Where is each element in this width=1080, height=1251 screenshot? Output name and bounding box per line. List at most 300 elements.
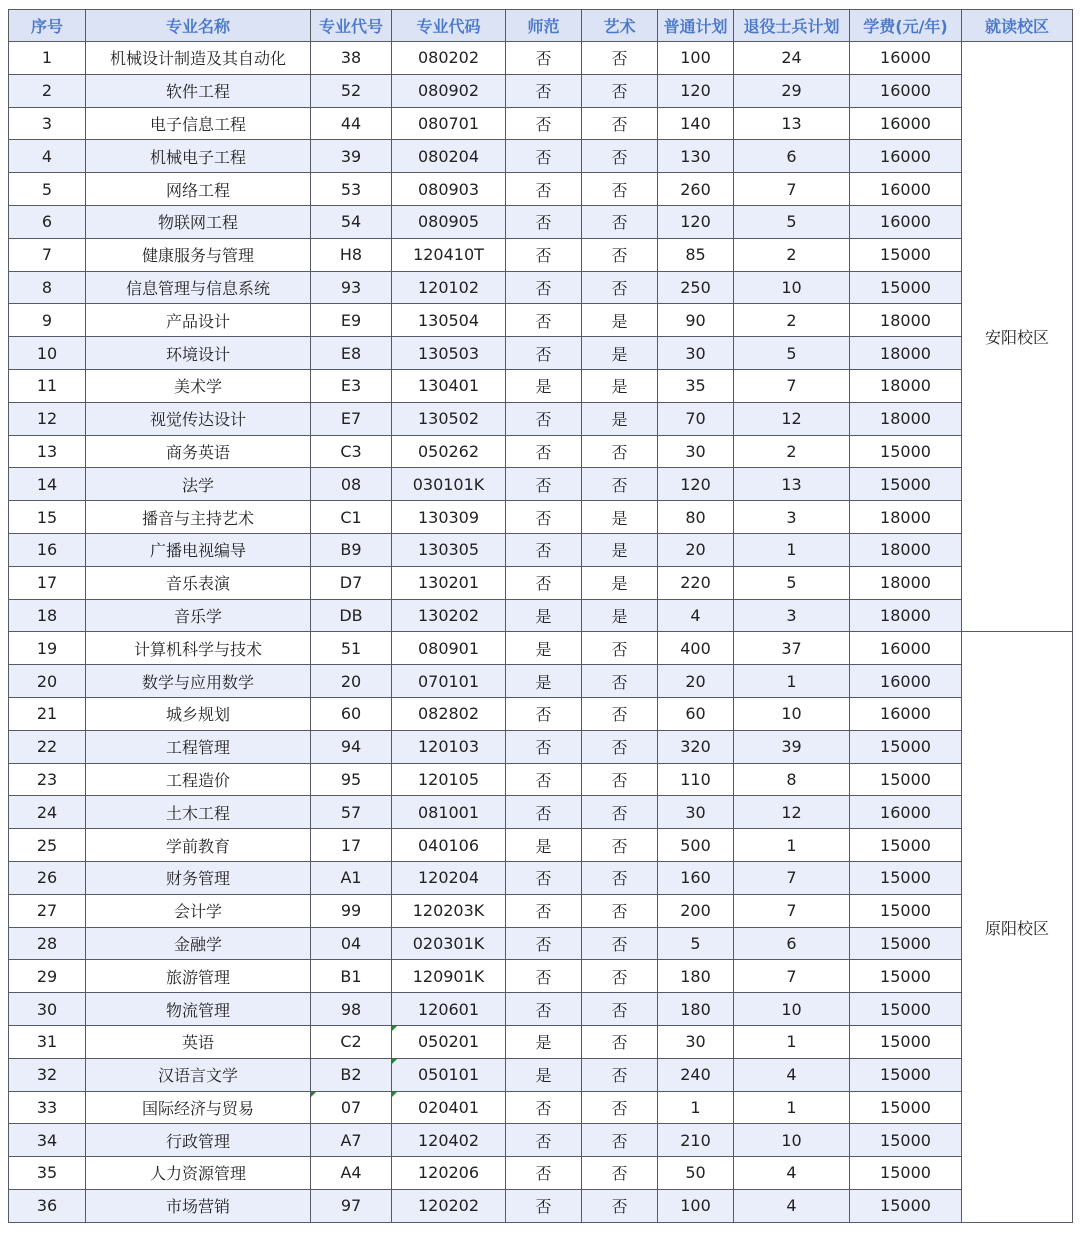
cell-teacher-training: 是 xyxy=(506,665,582,698)
cell-veteran-plan: 1 xyxy=(734,829,850,862)
cell-tuition: 18000 xyxy=(850,304,962,337)
cell-serial-no: 15 xyxy=(9,501,86,534)
cell-major-name: 英语 xyxy=(86,1025,311,1058)
cell-veteran-plan: 2 xyxy=(734,435,850,468)
cell-regular-plan: 180 xyxy=(658,993,734,1026)
table-row xyxy=(9,927,1073,960)
cell-regular-plan: 4 xyxy=(658,599,734,632)
cell-regular-plan: 120 xyxy=(658,468,734,501)
table-row xyxy=(9,468,1073,501)
table-row xyxy=(9,861,1073,894)
cell-major-code: 081001 xyxy=(392,796,506,829)
cell-regular-plan: 250 xyxy=(658,271,734,304)
cell-art: 是 xyxy=(582,501,658,534)
cell-tuition: 16000 xyxy=(850,107,962,140)
cell-teacher-training: 否 xyxy=(506,107,582,140)
cell-art: 否 xyxy=(582,960,658,993)
cell-major-code: 130502 xyxy=(392,402,506,435)
cell-veteran-plan: 24 xyxy=(734,42,850,75)
cell-serial-no: 33 xyxy=(9,1091,86,1124)
cell-art: 否 xyxy=(582,1025,658,1058)
cell-art: 否 xyxy=(582,140,658,173)
cell-teacher-training: 否 xyxy=(506,173,582,206)
cell-serial-no: 23 xyxy=(9,763,86,796)
cell-major-name: 市场营销 xyxy=(86,1189,311,1222)
cell-tuition: 16000 xyxy=(850,697,962,730)
cell-major-code: 120206 xyxy=(392,1157,506,1190)
cell-major-code: 120105 xyxy=(392,763,506,796)
header-teacher-training: 师范 xyxy=(506,10,582,42)
cell-veteran-plan: 3 xyxy=(734,501,850,534)
cell-art: 否 xyxy=(582,205,658,238)
cell-veteran-plan: 8 xyxy=(734,763,850,796)
cell-teacher-training: 否 xyxy=(506,468,582,501)
cell-major-short-code: C1 xyxy=(311,501,392,534)
cell-tuition: 15000 xyxy=(850,993,962,1026)
table-row xyxy=(9,1025,1073,1058)
cell-regular-plan: 140 xyxy=(658,107,734,140)
cell-veteran-plan: 12 xyxy=(734,402,850,435)
cell-veteran-plan: 12 xyxy=(734,796,850,829)
cell-major-name: 视觉传达设计 xyxy=(86,402,311,435)
cell-major-code: 120402 xyxy=(392,1124,506,1157)
table-row xyxy=(9,730,1073,763)
header-serial-no: 序号 xyxy=(9,10,86,42)
cell-major-code: 050262 xyxy=(392,435,506,468)
cell-serial-no: 24 xyxy=(9,796,86,829)
cell-major-name: 软件工程 xyxy=(86,74,311,107)
cell-tuition: 18000 xyxy=(850,599,962,632)
cell-tuition: 15000 xyxy=(850,829,962,862)
cell-veteran-plan: 6 xyxy=(734,140,850,173)
cell-major-code: 130201 xyxy=(392,566,506,599)
cell-regular-plan: 130 xyxy=(658,140,734,173)
cell-major-name: 计算机科学与技术 xyxy=(86,632,311,665)
header-veteran-plan: 退役士兵计划 xyxy=(734,10,850,42)
cell-major-short-code: 17 xyxy=(311,829,392,862)
cell-major-code: 120410T xyxy=(392,238,506,271)
header-regular-plan: 普通计划 xyxy=(658,10,734,42)
cell-serial-no: 17 xyxy=(9,566,86,599)
cell-art: 否 xyxy=(582,1189,658,1222)
cell-tuition: 15000 xyxy=(850,730,962,763)
cell-veteran-plan: 10 xyxy=(734,271,850,304)
cell-major-code: 130309 xyxy=(392,501,506,534)
cell-regular-plan: 35 xyxy=(658,369,734,402)
cell-major-short-code: A1 xyxy=(311,861,392,894)
cell-teacher-training: 否 xyxy=(506,566,582,599)
cell-teacher-training: 否 xyxy=(506,140,582,173)
cell-major-code: 120901K xyxy=(392,960,506,993)
cell-major-short-code: 53 xyxy=(311,173,392,206)
cell-teacher-training: 否 xyxy=(506,238,582,271)
header-row xyxy=(9,10,1073,42)
cell-regular-plan: 260 xyxy=(658,173,734,206)
table-body xyxy=(9,42,1073,1223)
cell-serial-no: 28 xyxy=(9,927,86,960)
cell-veteran-plan: 5 xyxy=(734,566,850,599)
table-row xyxy=(9,271,1073,304)
cell-veteran-plan: 10 xyxy=(734,697,850,730)
cell-major-short-code: 93 xyxy=(311,271,392,304)
cell-veteran-plan: 7 xyxy=(734,894,850,927)
header-major-code: 专业代码 xyxy=(392,10,506,42)
cell-major-short-code: 08 xyxy=(311,468,392,501)
cell-veteran-plan: 1 xyxy=(734,665,850,698)
cell-veteran-plan: 1 xyxy=(734,1025,850,1058)
cell-tuition: 18000 xyxy=(850,533,962,566)
cell-regular-plan: 110 xyxy=(658,763,734,796)
cell-major-short-code: 60 xyxy=(311,697,392,730)
cell-major-short-code: E8 xyxy=(311,337,392,370)
cell-serial-no: 7 xyxy=(9,238,86,271)
cell-major-short-code: 44 xyxy=(311,107,392,140)
cell-major-code: 120202 xyxy=(392,1189,506,1222)
table-row xyxy=(9,697,1073,730)
cell-teacher-training: 否 xyxy=(506,796,582,829)
cell-regular-plan: 120 xyxy=(658,205,734,238)
cell-tuition: 15000 xyxy=(850,238,962,271)
cell-major-short-code: 94 xyxy=(311,730,392,763)
cell-tuition: 15000 xyxy=(850,1058,962,1091)
cell-major-code: 120204 xyxy=(392,861,506,894)
table-row xyxy=(9,533,1073,566)
cell-tuition: 16000 xyxy=(850,74,962,107)
cell-teacher-training: 是 xyxy=(506,599,582,632)
cell-art: 否 xyxy=(582,107,658,140)
cell-serial-no: 20 xyxy=(9,665,86,698)
table-row xyxy=(9,369,1073,402)
cell-serial-no: 25 xyxy=(9,829,86,862)
table-row xyxy=(9,566,1073,599)
table-row xyxy=(9,599,1073,632)
table-row xyxy=(9,501,1073,534)
cell-major-code: 120103 xyxy=(392,730,506,763)
cell-major-name: 物流管理 xyxy=(86,993,311,1026)
cell-major-short-code: B9 xyxy=(311,533,392,566)
cell-tuition: 18000 xyxy=(850,402,962,435)
cell-tuition: 15000 xyxy=(850,1189,962,1222)
cell-serial-no: 30 xyxy=(9,993,86,1026)
cell-major-code: 080903 xyxy=(392,173,506,206)
cell-teacher-training: 否 xyxy=(506,205,582,238)
cell-tuition: 18000 xyxy=(850,566,962,599)
cell-art: 是 xyxy=(582,566,658,599)
cell-regular-plan: 240 xyxy=(658,1058,734,1091)
cell-tuition: 16000 xyxy=(850,205,962,238)
cell-major-name: 广播电视编导 xyxy=(86,533,311,566)
cell-major-short-code: 95 xyxy=(311,763,392,796)
cell-teacher-training: 是 xyxy=(506,1025,582,1058)
cell-major-code: 080204 xyxy=(392,140,506,173)
cell-serial-no: 36 xyxy=(9,1189,86,1222)
cell-regular-plan: 60 xyxy=(658,697,734,730)
cell-tuition: 15000 xyxy=(850,894,962,927)
cell-art: 否 xyxy=(582,861,658,894)
cell-tuition: 15000 xyxy=(850,468,962,501)
cell-major-code: 120102 xyxy=(392,271,506,304)
cell-serial-no: 6 xyxy=(9,205,86,238)
enrollment-table-container xyxy=(8,9,1073,1223)
cell-major-name: 工程造价 xyxy=(86,763,311,796)
cell-art: 否 xyxy=(582,730,658,763)
cell-teacher-training: 否 xyxy=(506,730,582,763)
header-major-short-code: 专业代号 xyxy=(311,10,392,42)
cell-tuition: 15000 xyxy=(850,1025,962,1058)
cell-serial-no: 5 xyxy=(9,173,86,206)
cell-major-code: 082802 xyxy=(392,697,506,730)
cell-major-name: 电子信息工程 xyxy=(86,107,311,140)
cell-art: 否 xyxy=(582,1091,658,1124)
table-row xyxy=(9,140,1073,173)
cell-major-code: 130503 xyxy=(392,337,506,370)
cell-tuition: 18000 xyxy=(850,501,962,534)
cell-major-code: 130504 xyxy=(392,304,506,337)
cell-teacher-training: 否 xyxy=(506,435,582,468)
cell-regular-plan: 70 xyxy=(658,402,734,435)
cell-campus: 原阳校区 xyxy=(962,632,1073,1222)
cell-teacher-training: 否 xyxy=(506,1124,582,1157)
header-campus: 就读校区 xyxy=(962,10,1073,42)
table-row xyxy=(9,205,1073,238)
cell-major-code: 070101 xyxy=(392,665,506,698)
cell-major-code: 040106 xyxy=(392,829,506,862)
cell-serial-no: 16 xyxy=(9,533,86,566)
header-major-name: 专业名称 xyxy=(86,10,311,42)
cell-veteran-plan: 7 xyxy=(734,960,850,993)
cell-serial-no: 29 xyxy=(9,960,86,993)
cell-teacher-training: 否 xyxy=(506,42,582,75)
cell-major-short-code: B2 xyxy=(311,1058,392,1091)
cell-major-short-code: E9 xyxy=(311,304,392,337)
cell-major-short-code: B1 xyxy=(311,960,392,993)
cell-serial-no: 2 xyxy=(9,74,86,107)
table-row xyxy=(9,960,1073,993)
cell-art: 否 xyxy=(582,468,658,501)
cell-art: 否 xyxy=(582,697,658,730)
cell-teacher-training: 否 xyxy=(506,1189,582,1222)
cell-serial-no: 22 xyxy=(9,730,86,763)
cell-serial-no: 18 xyxy=(9,599,86,632)
cell-major-name: 产品设计 xyxy=(86,304,311,337)
cell-serial-no: 12 xyxy=(9,402,86,435)
cell-veteran-plan: 1 xyxy=(734,1091,850,1124)
cell-serial-no: 4 xyxy=(9,140,86,173)
cell-teacher-training: 否 xyxy=(506,304,582,337)
cell-major-code: 080202 xyxy=(392,42,506,75)
cell-major-short-code: D7 xyxy=(311,566,392,599)
cell-major-name: 人力资源管理 xyxy=(86,1157,311,1190)
cell-veteran-plan: 10 xyxy=(734,993,850,1026)
cell-veteran-plan: 7 xyxy=(734,369,850,402)
cell-art: 否 xyxy=(582,894,658,927)
cell-major-name: 财务管理 xyxy=(86,861,311,894)
table-row xyxy=(9,42,1073,75)
cell-regular-plan: 400 xyxy=(658,632,734,665)
table-row xyxy=(9,304,1073,337)
table-row xyxy=(9,665,1073,698)
cell-serial-no: 13 xyxy=(9,435,86,468)
cell-major-short-code: 39 xyxy=(311,140,392,173)
cell-major-name: 旅游管理 xyxy=(86,960,311,993)
cell-regular-plan: 210 xyxy=(658,1124,734,1157)
cell-tuition: 15000 xyxy=(850,271,962,304)
cell-major-short-code: 04 xyxy=(311,927,392,960)
cell-major-short-code: 97 xyxy=(311,1189,392,1222)
table-row xyxy=(9,1157,1073,1190)
cell-teacher-training: 否 xyxy=(506,894,582,927)
cell-teacher-training: 否 xyxy=(506,1157,582,1190)
cell-veteran-plan: 37 xyxy=(734,632,850,665)
cell-major-name: 数学与应用数学 xyxy=(86,665,311,698)
cell-veteran-plan: 5 xyxy=(734,337,850,370)
cell-major-name: 国际经济与贸易 xyxy=(86,1091,311,1124)
cell-veteran-plan: 7 xyxy=(734,173,850,206)
cell-major-short-code: A7 xyxy=(311,1124,392,1157)
cell-major-short-code: C2 xyxy=(311,1025,392,1058)
cell-regular-plan: 200 xyxy=(658,894,734,927)
cell-major-name: 信息管理与信息系统 xyxy=(86,271,311,304)
cell-regular-plan: 50 xyxy=(658,1157,734,1190)
cell-teacher-training: 否 xyxy=(506,993,582,1026)
cell-veteran-plan: 7 xyxy=(734,861,850,894)
cell-major-name: 金融学 xyxy=(86,927,311,960)
table-row xyxy=(9,337,1073,370)
table-row xyxy=(9,796,1073,829)
cell-art: 否 xyxy=(582,1058,658,1091)
cell-regular-plan: 20 xyxy=(658,533,734,566)
cell-veteran-plan: 2 xyxy=(734,238,850,271)
table-row xyxy=(9,763,1073,796)
cell-major-name: 会计学 xyxy=(86,894,311,927)
cell-regular-plan: 500 xyxy=(658,829,734,862)
cell-major-short-code: C3 xyxy=(311,435,392,468)
table-row xyxy=(9,107,1073,140)
cell-art: 是 xyxy=(582,304,658,337)
cell-veteran-plan: 10 xyxy=(734,1124,850,1157)
cell-art: 是 xyxy=(582,337,658,370)
table-row xyxy=(9,1058,1073,1091)
enrollment-plan-table xyxy=(8,9,1073,1223)
cell-tuition: 16000 xyxy=(850,42,962,75)
cell-teacher-training: 否 xyxy=(506,763,582,796)
cell-major-code: 120601 xyxy=(392,993,506,1026)
cell-serial-no: 34 xyxy=(9,1124,86,1157)
cell-major-name: 法学 xyxy=(86,468,311,501)
cell-art: 是 xyxy=(582,599,658,632)
cell-art: 否 xyxy=(582,993,658,1026)
cell-major-name: 机械设计制造及其自动化 xyxy=(86,42,311,75)
cell-teacher-training: 是 xyxy=(506,829,582,862)
cell-tuition: 15000 xyxy=(850,1124,962,1157)
cell-major-name: 美术学 xyxy=(86,369,311,402)
cell-regular-plan: 30 xyxy=(658,435,734,468)
cell-art: 否 xyxy=(582,927,658,960)
cell-tuition: 18000 xyxy=(850,369,962,402)
cell-major-code: 130305 xyxy=(392,533,506,566)
cell-art: 否 xyxy=(582,632,658,665)
cell-teacher-training: 是 xyxy=(506,1058,582,1091)
cell-regular-plan: 80 xyxy=(658,501,734,534)
table-row xyxy=(9,402,1073,435)
table-row xyxy=(9,74,1073,107)
cell-tuition: 15000 xyxy=(850,861,962,894)
cell-major-code: 020401 xyxy=(392,1091,506,1124)
cell-veteran-plan: 13 xyxy=(734,468,850,501)
cell-tuition: 18000 xyxy=(850,337,962,370)
cell-tuition: 16000 xyxy=(850,665,962,698)
cell-art: 否 xyxy=(582,665,658,698)
cell-regular-plan: 320 xyxy=(658,730,734,763)
cell-regular-plan: 100 xyxy=(658,1189,734,1222)
cell-major-short-code: 51 xyxy=(311,632,392,665)
cell-veteran-plan: 1 xyxy=(734,533,850,566)
cell-teacher-training: 是 xyxy=(506,632,582,665)
cell-major-name: 商务英语 xyxy=(86,435,311,468)
cell-art: 否 xyxy=(582,435,658,468)
cell-major-short-code: 20 xyxy=(311,665,392,698)
table-row xyxy=(9,238,1073,271)
cell-regular-plan: 20 xyxy=(658,665,734,698)
cell-major-short-code: 38 xyxy=(311,42,392,75)
table-row xyxy=(9,993,1073,1026)
cell-art: 否 xyxy=(582,42,658,75)
table-row xyxy=(9,829,1073,862)
cell-serial-no: 19 xyxy=(9,632,86,665)
cell-major-short-code: H8 xyxy=(311,238,392,271)
cell-major-name: 机械电子工程 xyxy=(86,140,311,173)
cell-tuition: 15000 xyxy=(850,960,962,993)
cell-teacher-training: 否 xyxy=(506,697,582,730)
cell-major-name: 汉语言文学 xyxy=(86,1058,311,1091)
cell-serial-no: 9 xyxy=(9,304,86,337)
cell-major-short-code: 57 xyxy=(311,796,392,829)
cell-veteran-plan: 3 xyxy=(734,599,850,632)
table-row xyxy=(9,173,1073,206)
cell-art: 是 xyxy=(582,402,658,435)
cell-teacher-training: 否 xyxy=(506,861,582,894)
cell-major-name: 音乐学 xyxy=(86,599,311,632)
cell-veteran-plan: 6 xyxy=(734,927,850,960)
cell-major-code: 080901 xyxy=(392,632,506,665)
cell-tuition: 15000 xyxy=(850,1157,962,1190)
cell-veteran-plan: 13 xyxy=(734,107,850,140)
cell-regular-plan: 120 xyxy=(658,74,734,107)
cell-major-name: 土木工程 xyxy=(86,796,311,829)
cell-art: 否 xyxy=(582,829,658,862)
cell-major-code: 080905 xyxy=(392,205,506,238)
cell-teacher-training: 否 xyxy=(506,533,582,566)
cell-serial-no: 35 xyxy=(9,1157,86,1190)
cell-tuition: 15000 xyxy=(850,927,962,960)
table-row xyxy=(9,1124,1073,1157)
cell-veteran-plan: 5 xyxy=(734,205,850,238)
cell-campus: 安阳校区 xyxy=(962,42,1073,632)
cell-teacher-training: 否 xyxy=(506,337,582,370)
cell-teacher-training: 是 xyxy=(506,369,582,402)
cell-serial-no: 11 xyxy=(9,369,86,402)
cell-major-name: 物联网工程 xyxy=(86,205,311,238)
cell-major-short-code: 52 xyxy=(311,74,392,107)
cell-major-code: 030101K xyxy=(392,468,506,501)
cell-art: 否 xyxy=(582,271,658,304)
cell-major-short-code: A4 xyxy=(311,1157,392,1190)
cell-teacher-training: 否 xyxy=(506,1091,582,1124)
table-row xyxy=(9,1091,1073,1124)
cell-serial-no: 27 xyxy=(9,894,86,927)
table-row xyxy=(9,632,1073,665)
cell-major-name: 学前教育 xyxy=(86,829,311,862)
